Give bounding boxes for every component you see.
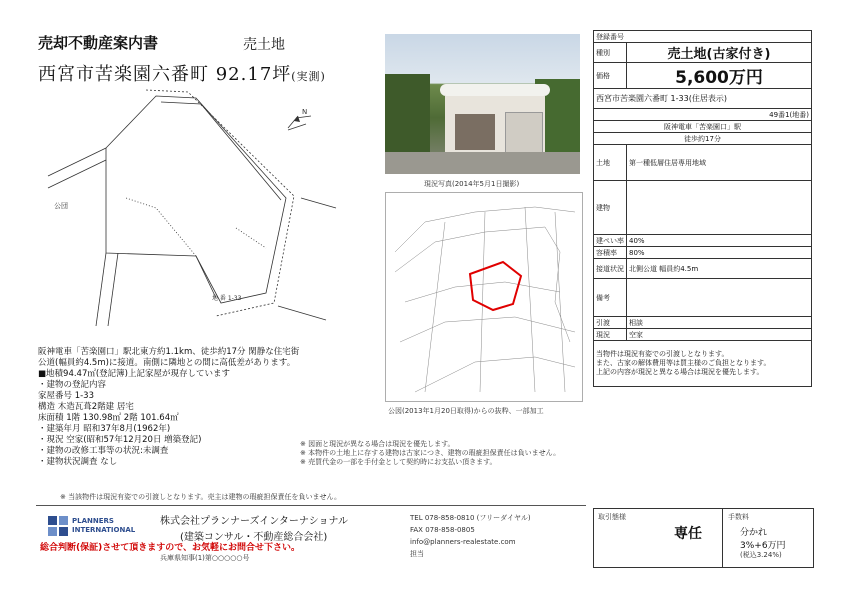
far-label: 容積率 — [594, 247, 627, 259]
photo-entrance — [455, 114, 495, 150]
center-notes — [300, 440, 590, 467]
right-note-line: また、古家の解体費用等は買主様のご負担となります。 — [596, 359, 771, 367]
locator-caption: 公図(2013年1月20日取得)からの抜粋、一部加工 — [388, 407, 544, 415]
note-line: ・建築年月 昭和37年8月(1962年) — [38, 424, 171, 434]
license-text: 兵庫県知事(1)第○○○○○号 — [160, 554, 250, 562]
handwritten-tag: 売土地 — [243, 37, 285, 53]
property-notes — [38, 347, 299, 468]
right-notes — [594, 341, 812, 387]
center-note-line: ※ 図面と現況が異なる場合は現況を優先します。 — [300, 440, 455, 448]
logo-line-1: PLANNERS — [72, 517, 114, 525]
land-label: 土地 — [594, 145, 627, 181]
tel-text[interactable]: TEL 078-858-0810 (フリーダイヤル) — [410, 514, 531, 522]
note-line: ・建物の改修工事等の状況:未調査 — [38, 446, 169, 456]
remarks-label: 備考 — [594, 279, 627, 317]
photo-caption: 現況写真(2014年5月1日撮影) — [424, 180, 520, 188]
note-line: 構造 木造瓦葺2階建 居宅 — [38, 402, 134, 412]
price-label: 価格 — [594, 63, 627, 89]
road-value: 北側公道 幅員約4.5m — [627, 259, 812, 279]
fax-text: FAX 078-858-0805 — [410, 526, 475, 534]
walk-value: 徒歩約17分 — [594, 133, 812, 145]
map-note-1: 地 番 1-33 — [212, 295, 242, 302]
company-sub: (建築コンサル・不動産総合会社) — [180, 532, 328, 543]
road-label: 接道状況 — [594, 259, 627, 279]
footer-divider — [36, 505, 586, 506]
compass-label: N — [302, 108, 308, 116]
transport-value: 阪神電車「苦楽園口」駅 — [594, 121, 812, 133]
location-value: 西宮市苦楽園六番町 1-33(住居表示) — [594, 89, 812, 109]
note-line: ・建物状況調査 なし — [38, 457, 118, 467]
deal-value: 専任 — [674, 526, 702, 542]
note-line: 阪神電車「苦楽園口」駅北東方約1.1km、徒歩約17分 閑静な住宅街 — [38, 347, 300, 357]
locator-map — [385, 192, 583, 402]
site-map — [36, 88, 362, 338]
address-area: 西宮市苦楽園六番町 — [38, 64, 209, 85]
center-note-line: ※ 本物件の土地上に存する建物は古家につき、建物の瑕疵担保責任は負いません。 — [300, 449, 561, 457]
lot-value: 49番1(地番) — [594, 109, 812, 121]
property-spec-table — [593, 30, 812, 387]
fee-value: 分かれ — [740, 528, 768, 538]
document-title: 売却不動産案内書 — [38, 34, 159, 52]
center-note-line: ※ 売買代金の一部を手付金として契約時にお支払い頂きます。 — [300, 458, 497, 466]
zoning-value: 第一種低層住居専用地域 — [627, 145, 812, 181]
contact-block — [410, 512, 531, 560]
status-label: 現況 — [594, 329, 627, 341]
right-note-line: 上記の内容が現況と異なる場合は現況を優先します。 — [596, 368, 764, 376]
logo-line-2: INTERNATIONAL — [72, 526, 136, 534]
far-value: 80% — [627, 247, 812, 259]
photo-roof — [440, 84, 550, 96]
fee-sub: (税込3.24%) — [740, 551, 782, 559]
kind-label: 種別 — [594, 43, 627, 63]
address-headline — [38, 60, 326, 86]
handover-value: 相談 — [627, 317, 812, 329]
map-block-label: 公団 — [54, 202, 68, 210]
fee-rate: 3%+6万円 — [740, 541, 786, 551]
note-line: 公道(幅員約4.5m)に接道。南側に隣地との間に高低差があります。 — [38, 358, 296, 368]
photo-road — [385, 152, 580, 174]
red-notice: 総合判断(保証)させて頂きますので、お気軽にお問合せ下さい。 — [40, 543, 301, 553]
deal-divider — [722, 509, 723, 567]
company-logo-icon — [48, 516, 68, 536]
coverage-label: 建ぺい率 — [594, 235, 627, 247]
handover-label: 引渡 — [594, 317, 627, 329]
price-value: 5,600万円 — [627, 63, 812, 89]
area-tsubo: 92.17坪 — [215, 64, 292, 85]
deal-terms-box — [593, 508, 814, 568]
note-line: ■地積94.47㎡(登記簿)上記家屋が現存しています — [38, 369, 230, 379]
note-line: 家屋番号 1-33 — [38, 391, 94, 401]
note-line: 床面積 1階 130.98㎡ 2階 101.64㎡ — [38, 413, 179, 423]
fee-label: 手数料 — [728, 513, 749, 521]
company-logo-text — [72, 517, 135, 535]
right-note-line: 当物件は現況有姿での引渡しとなります。 — [596, 350, 729, 358]
note-line: ・建物の登記内容 — [38, 380, 107, 390]
building-label: 建物 — [594, 181, 627, 235]
property-photo — [385, 34, 580, 174]
status-value: 空家 — [627, 329, 812, 341]
coverage-value: 40% — [627, 235, 812, 247]
photo-garage — [505, 112, 543, 154]
deal-label: 取引態様 — [598, 513, 626, 521]
email-text[interactable]: info@planners-realestate.com — [410, 538, 516, 546]
kind-value: 売土地(古家付き) — [627, 43, 812, 63]
area-note: (実測) — [291, 70, 326, 83]
note-line: ・現況 空家(昭和57年12月20日 増築登記) — [38, 435, 202, 445]
registration-label: 登録番号 — [594, 31, 812, 43]
contact-label: 担当 — [410, 550, 424, 558]
company-name: 株式会社プランナーズインターナショナル — [160, 516, 348, 527]
left-footnote: ※ 当該物件は現況有姿での引渡しとなります。売主は建物の瑕疵担保責任を負いません。 — [60, 493, 341, 501]
